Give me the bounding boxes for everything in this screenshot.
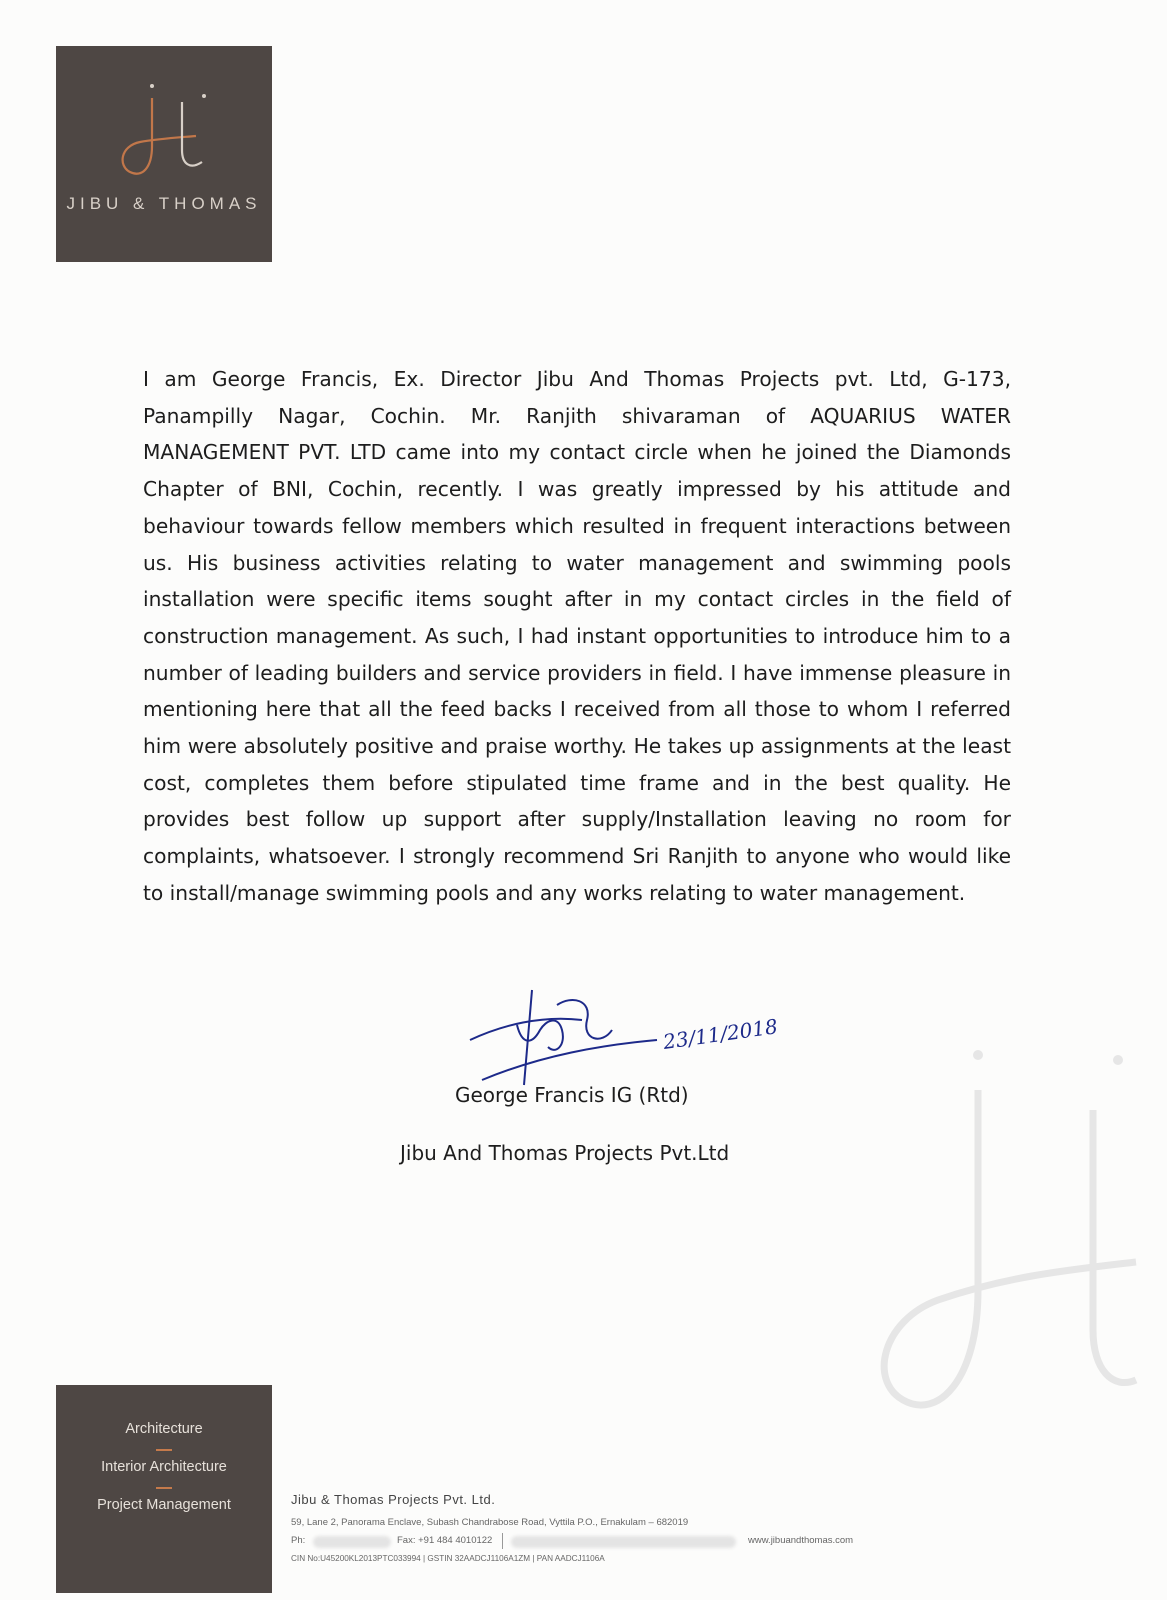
service-divider [156,1487,172,1489]
footer-divider [502,1533,503,1549]
handwritten-signature [462,985,662,1095]
footer-fax: Fax: +91 484 4010122 [397,1535,493,1546]
service-project-management: Project Management [97,1497,231,1513]
signatory-company: Jibu And Thomas Projects Pvt.Ltd [400,1141,730,1165]
redacted-email [511,1536,736,1548]
signature-date: 23/11/2018 [661,1014,780,1054]
footer-registration-ids: CIN No:U45200KL2013PTC033994 | GSTIN 32AADCJ1106A1ZM | PAN AADCJ1106A [291,1554,605,1563]
service-divider [156,1449,172,1451]
service-architecture: Architecture [125,1421,203,1437]
footer-website: www.jibuandthomas.com [748,1535,854,1546]
footer-company-name: Jibu & Thomas Projects Pvt. Ltd. [291,1492,496,1507]
redacted-phone [313,1536,391,1548]
service-interior-architecture: Interior Architecture [101,1459,227,1475]
jt-monogram-icon [56,46,272,262]
letter-body: I am George Francis, Ex. Director Jibu And Thomas Projects pvt. Ltd, G-173, Panampilly Nagar, Cochin. Mr. Ranjith shivaraman of AQUARIUS WATER MANAGEMENT PVT. LTD came into my contact circle when he joined the Diamonds Chapter of BNI, Cochin, recently. I was greatly impressed by his attitude and behaviour towards fellow members which resulted in frequent interactions between us. His business activities relating to water management and swimming pools installation were specific items sought after in my contact circles in the field of construction management. As such, I had instant opportunities to introduce him to a number of leading builders and service providers in field. I have immense pleasure in mentioning here that all the feed backs I received from all those to whom I referred him were absolutely positive and praise worthy. He takes up assignments at the least cost, completes them before stipulated time frame and in the best quality. He provides best follow up support after supply/Installation leaving no room for complaints, whatsoever. I strongly recommend Sri Ranjith to anyone who would like to install/manage swimming pools and any works relating to water management. [143,367,1011,905]
logo-wordmark: JIBU & THOMAS [66,194,262,213]
jt-watermark-icon [868,1000,1138,1440]
services-panel [56,1385,272,1593]
footer-phone-label: Ph: [291,1535,306,1546]
signatory-name: George Francis IG (Rtd) [455,1083,689,1107]
footer-address: 59, Lane 2, Panorama Enclave, Subash Chandrabose Road, Vyttila P.O., Ernakulam – 682019 [291,1517,689,1528]
company-logo [56,46,272,262]
